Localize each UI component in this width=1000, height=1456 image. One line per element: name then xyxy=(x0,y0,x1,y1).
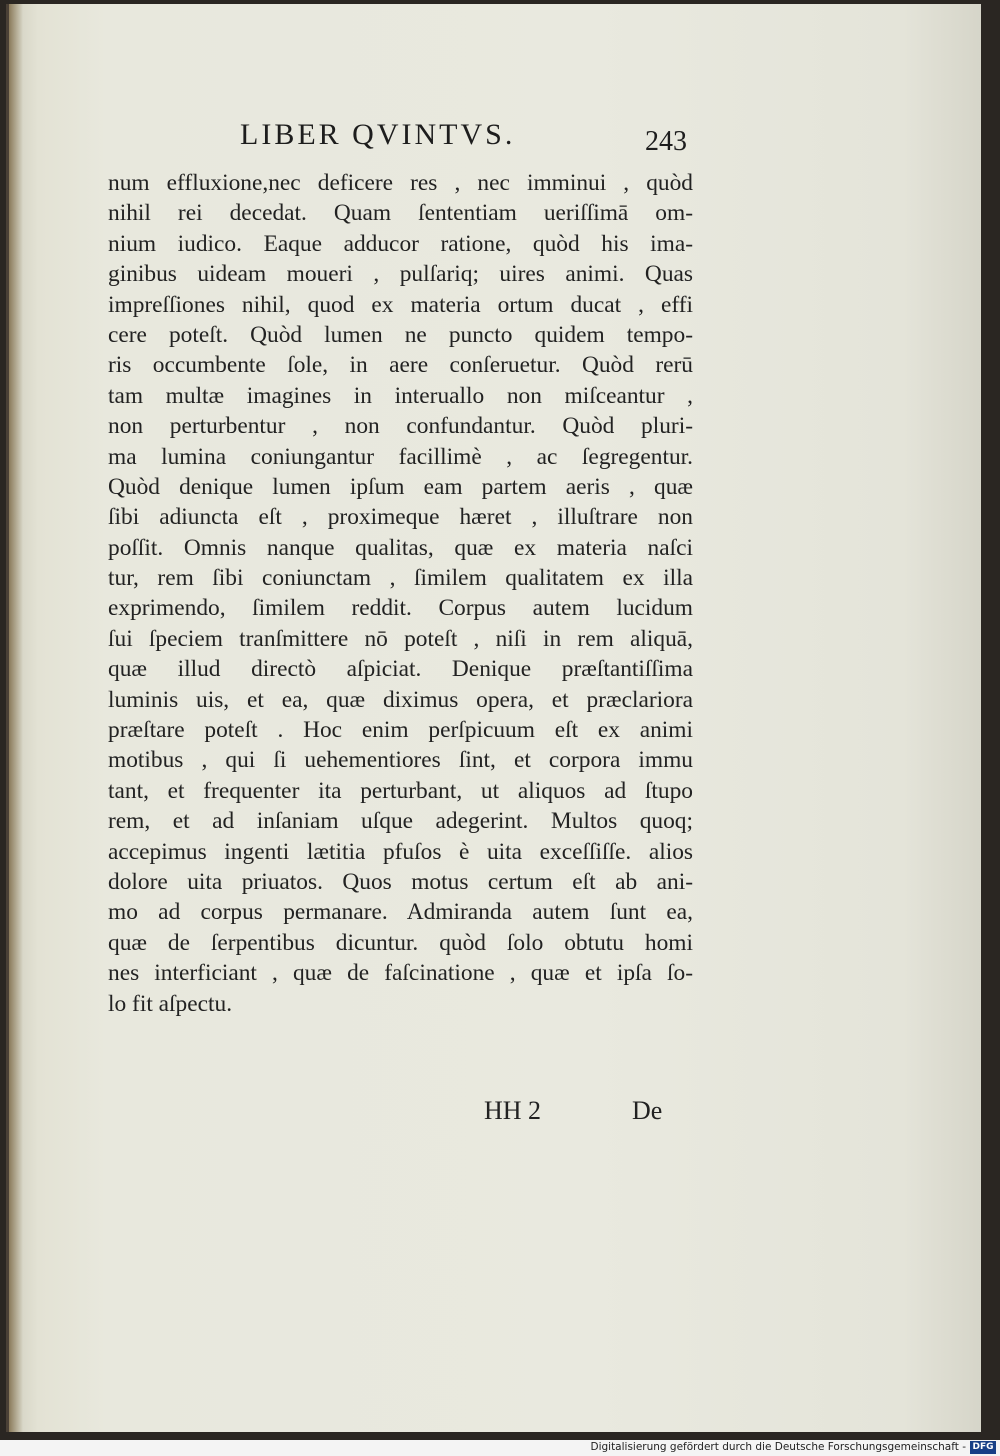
text-line: lo fit aſpectu. xyxy=(108,990,233,1017)
text-line: ſibi adiuncta eſt , proximeque hæret , illuſtrare non xyxy=(108,504,693,531)
text-line: motibus , qui ſi uehementiores ſint, et corpora immu xyxy=(108,747,693,774)
text-line: impreſſiones nihil, quod ex materia ortum ducat , effi xyxy=(108,291,693,318)
text-line: ginibus uideam moueri , pulſariq; uires animi. Quas xyxy=(108,261,693,288)
funding-credit: Digitalisierung gefördert durch die Deutsche Forschungsgemeinschaft - xyxy=(590,1441,966,1453)
text-line: num effluxione,nec deficere res , nec imminui , quòd xyxy=(108,170,693,196)
page-header xyxy=(240,118,700,158)
catchword: De xyxy=(632,1096,663,1125)
text-line: ris occumbente ſole, in aere conſeruetur. Quòd rerū xyxy=(108,352,693,379)
text-line: exprimendo, ſimilem reddit. Corpus autem lucidum xyxy=(108,595,693,622)
text-line: quæ de ſerpentibus dicuntur. quòd ſolo obtutu homi xyxy=(108,929,693,956)
text-line: nium iudico. Eaque adducor ratione, quòd his ima- xyxy=(108,230,693,257)
signature-line xyxy=(484,1096,684,1132)
text-line: quæ illud directò aſpiciat. Denique præſtantiſſima xyxy=(108,656,693,683)
text-line: luminis uis, et ea, quæ diximus opera, et præclariora xyxy=(108,686,693,713)
text-line: ſui ſpeciem tranſmittere nō poteſt , niſi in rem aliquā, xyxy=(108,625,693,652)
text-line: non perturbentur , non confundantur. Quòd pluri- xyxy=(108,413,693,440)
text-line: nihil rei decedat. Quam ſententiam ueriſſimā om- xyxy=(108,200,693,227)
text-line: poſſit. Omnis nanque qualitas, quæ ex materia naſci xyxy=(108,534,693,561)
text-line: cere poteſt. Quòd lumen ne puncto quidem tempo- xyxy=(108,321,693,348)
text-line: Quòd denique lumen ipſum eam partem aeris , quæ xyxy=(108,473,693,500)
binding-shadow xyxy=(9,4,23,1432)
text-line: rem, et ad inſaniam uſque adegerint. Multos quoq; xyxy=(108,808,693,835)
signature-mark: HH 2 xyxy=(484,1096,542,1125)
text-line: dolore uita priuatos. Quos motus certum eſt ab ani- xyxy=(108,868,693,895)
text-line: mo ad corpus permanare. Admiranda autem ſunt ea, xyxy=(108,899,693,926)
text-line: præſtare poteſt . Hoc enim perſpicuum eſt ex animi xyxy=(108,717,693,744)
text-line: ma lumina coniungantur facillimè , ac ſegregentur. xyxy=(108,443,693,470)
text-line: tant, et frequenter ita perturbant, ut aliquos ad ſtupo xyxy=(108,777,693,804)
digitization-footer xyxy=(0,1440,1000,1456)
running-title: LIBER QVINTVS. xyxy=(240,118,516,151)
page-number: 243 xyxy=(645,126,687,157)
text-line: nes interficiant , quæ de faſcinatione , quæ et ipſa ſo- xyxy=(108,960,693,987)
dfg-logo: DFG xyxy=(970,1441,996,1454)
body-text xyxy=(108,168,693,1019)
text-line: accepimus ingenti lætitia pfuſos è uita exceſſiſſe. alios xyxy=(108,838,693,865)
text-line: tur, rem ſibi coniunctam , ſimilem qualitatem ex illa xyxy=(108,565,693,592)
text-line: tam multæ imagines in interuallo non miſceantur , xyxy=(108,382,693,409)
